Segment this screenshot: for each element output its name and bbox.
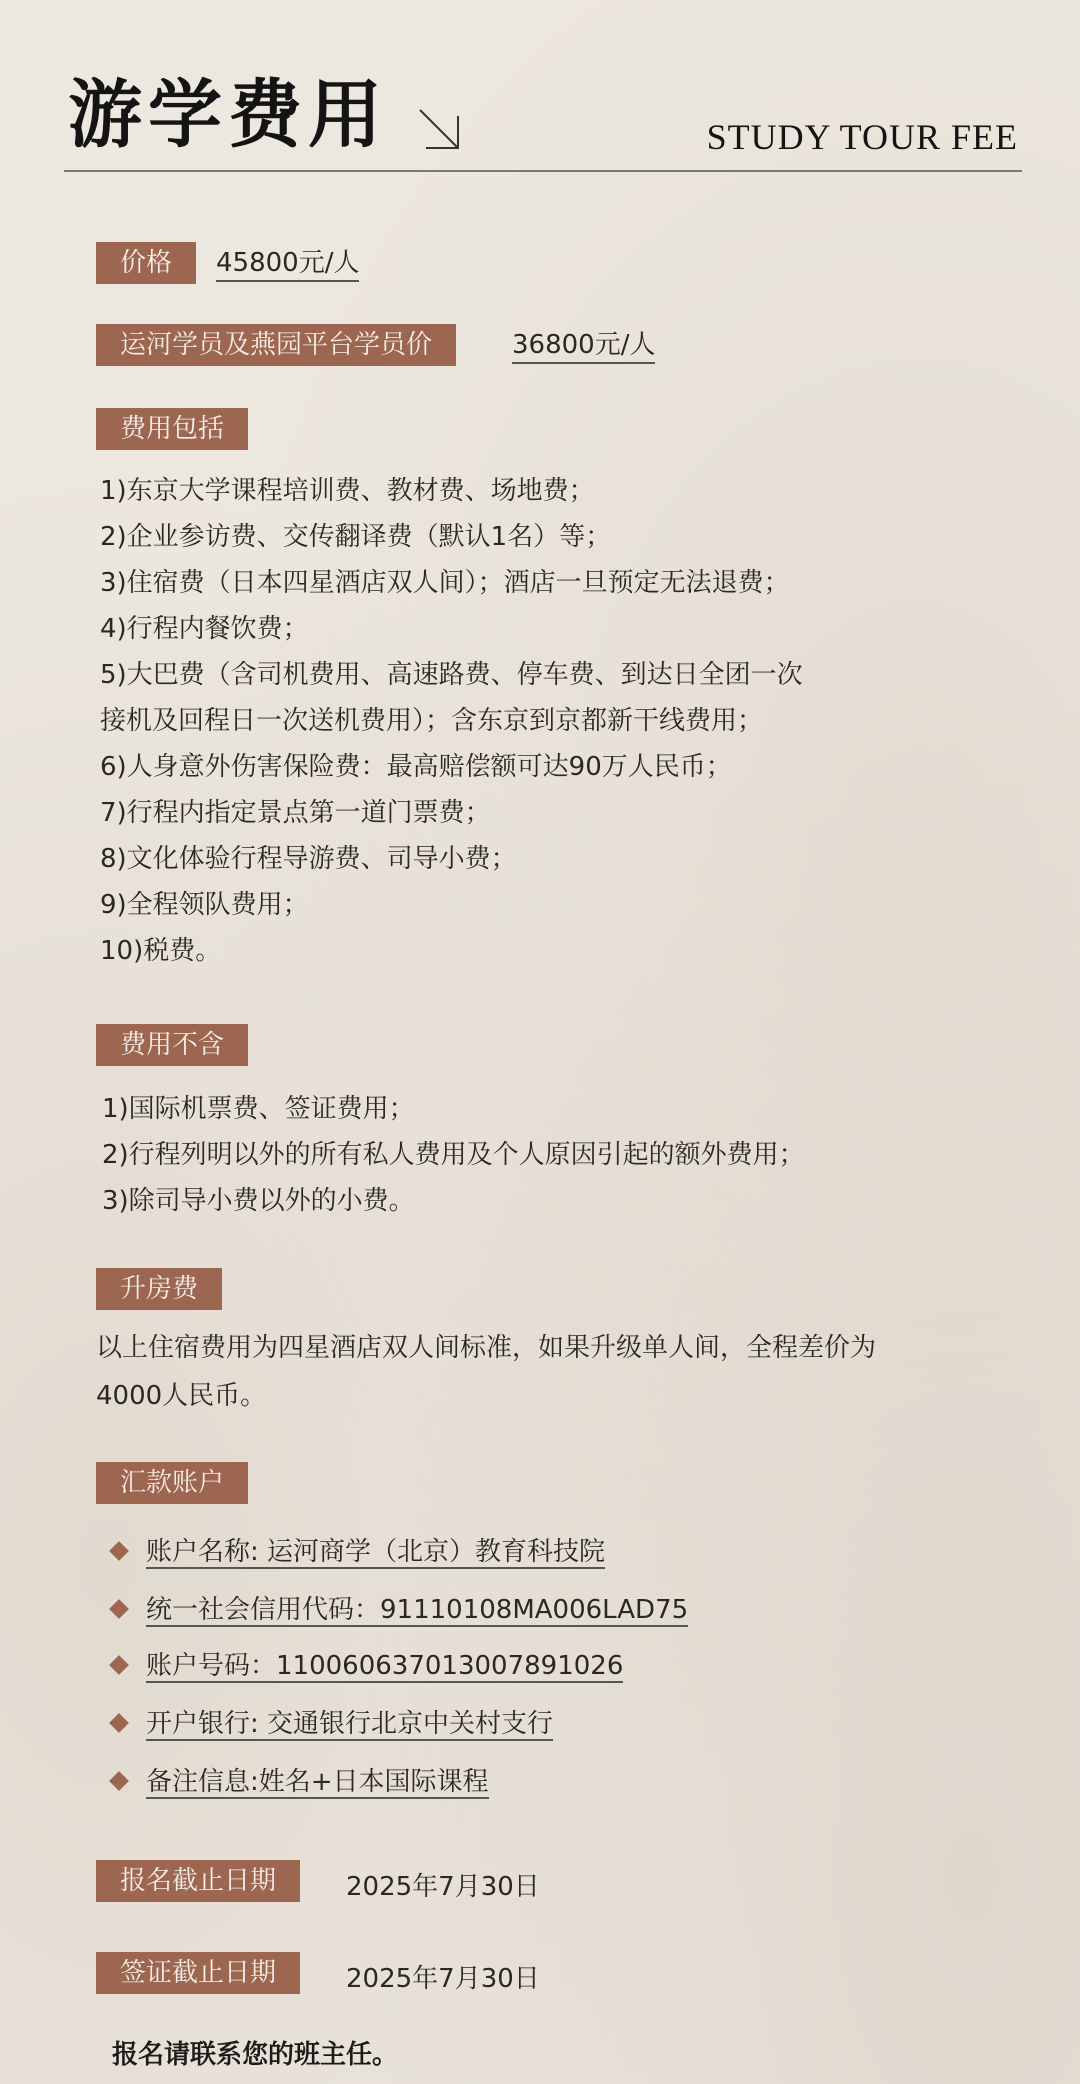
diamond-bullet-icon xyxy=(109,1713,129,1733)
upgrade-description xyxy=(96,1324,996,1420)
list-item: 1)东京大学课程培训费、教材费、场地费； xyxy=(100,476,595,506)
member-price-tag: 运河学员及燕园平台学员价 xyxy=(96,324,456,366)
page-title: 游学费用 xyxy=(68,72,388,158)
diamond-bullet-icon xyxy=(109,1541,129,1561)
account-name-item xyxy=(146,1534,605,1570)
list-item: 4)行程内餐饮费； xyxy=(100,614,309,644)
list-item: 8)文化体验行程导游费、司导小费； xyxy=(100,844,517,874)
list-item: 6)人身意外伤害保险费：最高赔偿额可达90万人民币； xyxy=(100,752,732,782)
list-item: 2)企业参访费、交传翻译费（默认1名）等； xyxy=(100,522,612,552)
list-item: 3)住宿费（日本四星酒店双人间）；酒店一旦预定无法退费； xyxy=(100,568,790,598)
list-item: 1)国际机票费、签证费用； xyxy=(102,1094,415,1124)
remark-item xyxy=(146,1764,489,1800)
credit-code-item xyxy=(146,1592,688,1628)
page-header xyxy=(64,70,1022,172)
list-item: 10)税费。 xyxy=(100,936,222,966)
bank-name: 开户银行: 交通银行北京中关村支行 xyxy=(146,1709,554,1739)
visa-deadline-tag: 签证截止日期 xyxy=(96,1952,300,1994)
signup-deadline-date: 2025年7月30日 xyxy=(346,1872,540,1902)
list-item: 2)行程列明以外的所有私人费用及个人原因引起的额外费用； xyxy=(102,1140,805,1170)
included-tag: 费用包括 xyxy=(96,408,248,450)
diamond-bullet-icon xyxy=(109,1599,129,1619)
list-item: 9)全程领队费用； xyxy=(100,890,309,920)
excluded-list xyxy=(102,1086,805,1224)
account-tag: 汇款账户 xyxy=(96,1462,248,1504)
excluded-tag: 费用不含 xyxy=(96,1024,248,1066)
credit-code: 统一社会信用代码：91110108MA006LAD75 xyxy=(146,1595,689,1625)
list-item: 3)除司导小费以外的小费。 xyxy=(102,1186,415,1216)
remark-info: 备注信息:姓名+日本国际课程 xyxy=(146,1767,489,1797)
included-list xyxy=(100,468,803,974)
list-item: 接机及回程日一次送机费用）；含东京到京都新干线费用； xyxy=(100,706,764,736)
list-item: 5)大巴费（含司机费用、高速路费、停车费、到达日全团一次 xyxy=(100,660,803,690)
upgrade-line: 以上住宿费用为四星酒店双人间标准，如果升级单人间，全程差价为 xyxy=(96,1333,877,1363)
account-number-item xyxy=(146,1648,623,1684)
arrow-down-right-icon xyxy=(414,104,464,154)
price-value: 45800元/人 xyxy=(216,246,359,282)
member-price-value: 36800元/人 xyxy=(512,328,655,364)
visa-deadline-date: 2025年7月30日 xyxy=(346,1964,540,1994)
bank-item xyxy=(146,1706,553,1742)
price-tag: 价格 xyxy=(96,242,196,284)
page-subtitle: STUDY TOUR FEE xyxy=(706,117,1018,157)
account-number: 账户号码：110060637013007891026 xyxy=(146,1651,624,1681)
upgrade-line: 4000人民币。 xyxy=(96,1381,267,1411)
upgrade-tag: 升房费 xyxy=(96,1268,222,1310)
account-name: 账户名称: 运河商学（北京）教育科技院 xyxy=(146,1537,606,1567)
diamond-bullet-icon xyxy=(109,1771,129,1791)
contact-note: 报名请联系您的班主任。 xyxy=(112,2040,399,2070)
list-item: 7)行程内指定景点第一道门票费； xyxy=(100,798,491,828)
signup-deadline-tag: 报名截止日期 xyxy=(96,1860,300,1902)
diamond-bullet-icon xyxy=(109,1655,129,1675)
